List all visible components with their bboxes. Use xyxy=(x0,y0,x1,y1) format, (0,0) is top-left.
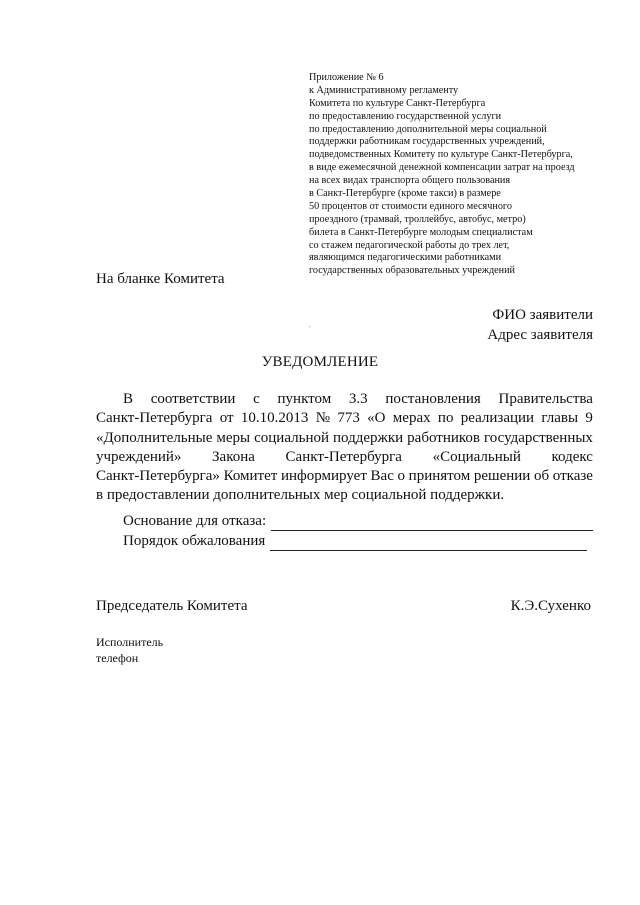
appeal-procedure-blank xyxy=(270,535,587,551)
body-line xyxy=(96,390,593,409)
appendix-line: в Санкт-Петербурге (кроме такси) в размере xyxy=(309,188,501,200)
document-title: УВЕДОМЛЕНИЕ xyxy=(261,354,379,370)
body-line xyxy=(96,409,593,428)
appendix-line: 50 процентов от стоимости единого месячного xyxy=(309,200,512,212)
body-word: Санкт-Петербурга xyxy=(96,410,213,427)
body-word: Правительства xyxy=(498,391,593,407)
body-word: от xyxy=(219,410,234,427)
body-word: 9 xyxy=(585,410,593,427)
appendix-line: по предоставлению государственной услуги xyxy=(309,110,502,122)
appendix-line: являющимся педагогическими работниками xyxy=(309,252,502,264)
body-word: главы xyxy=(541,410,579,427)
applicant-address: Адрес заявителя xyxy=(487,327,593,343)
body-word: № xyxy=(315,410,331,427)
body-word: Комитет xyxy=(223,468,278,485)
body-word: пунктом xyxy=(277,391,332,407)
body-word: Вас xyxy=(370,468,394,485)
body-word: Санкт-Петербурга xyxy=(285,448,402,465)
body-word: «Социальный xyxy=(432,448,521,465)
body-word: «О xyxy=(367,410,386,427)
body-word: о xyxy=(397,468,406,485)
body-word: учреждений» xyxy=(96,448,182,465)
signatory-name: К.Э.Сухенко xyxy=(510,598,591,614)
refusal-reason-row xyxy=(123,511,593,531)
appendix-line: поддержки работникам государственных учреждений, xyxy=(309,136,545,148)
appendix-line: Комитета по культуре Санкт-Петербурга xyxy=(309,97,486,109)
body-word: меры xyxy=(216,429,251,446)
body-word: «Дополнительные xyxy=(96,429,213,446)
appendix-line: на всех видах транспорта общего пользования xyxy=(309,175,511,187)
appendix-line: проездного (трамвай, троллейбус, автобус, метро) xyxy=(309,213,526,225)
body-word: социальной xyxy=(254,429,329,446)
body-word: В xyxy=(123,391,134,407)
appendix-line: билета в Санкт-Петербурге молодым специалистам xyxy=(309,226,533,238)
body-word: по xyxy=(437,410,454,427)
refusal-reason-label: Основание для отказа: xyxy=(123,513,267,529)
signatory-position: Председатель Комитета xyxy=(96,598,248,614)
appeal-procedure-row xyxy=(123,531,593,551)
body-word: об xyxy=(533,468,550,485)
refusal-reason-blank xyxy=(271,515,593,531)
notice-body xyxy=(96,390,593,506)
body-word: работников xyxy=(407,429,480,446)
body-line xyxy=(96,486,593,505)
body-word: Закона xyxy=(212,448,255,465)
applicant-block xyxy=(487,305,593,345)
body-word: мерах xyxy=(392,410,431,427)
body-word: 10.10.2013 xyxy=(240,410,309,427)
body-word: 773 xyxy=(337,410,360,427)
body-word: поддержки xyxy=(332,429,404,446)
body-word: кодекс xyxy=(551,448,593,465)
appendix-line: подведомственных Комитету по культуре Санкт-Петербурга, xyxy=(309,149,573,161)
body-word: Санкт-Петербурга» xyxy=(96,468,220,485)
body-word: реализации xyxy=(460,410,535,427)
appendix-line: государственных образовательных учреждений xyxy=(309,265,516,277)
body-line xyxy=(96,429,593,448)
appeal-procedure-label: Порядок обжалования xyxy=(123,533,266,549)
appendix-line: по предоставлению дополнительной меры социальной xyxy=(309,123,547,135)
body-word: решении xyxy=(473,468,531,485)
body-line xyxy=(96,448,593,467)
appendix-line: в виде ежемесячной денежной компенсации затрат на проезд xyxy=(309,162,575,174)
body-word: в предоставлении дополнительных мер социальной поддержки. xyxy=(96,487,505,504)
applicant-name: ФИО заявители xyxy=(492,307,593,323)
body-word: соответствии xyxy=(150,391,236,407)
appendix-block xyxy=(309,72,609,278)
body-word: постановления xyxy=(385,391,481,407)
body-word: с xyxy=(253,391,260,407)
body-word: отказе xyxy=(552,468,593,485)
executor-phone: телефон xyxy=(96,651,139,665)
body-word: информирует xyxy=(280,468,367,485)
body-word: государственных xyxy=(483,429,593,446)
executor-label: Исполнитель xyxy=(96,635,164,649)
appendix-line: со стажем педагогической работы до трех лет, xyxy=(309,239,510,251)
executor-block xyxy=(96,634,163,666)
fields-block xyxy=(123,511,593,551)
appendix-line: Приложение № 6 xyxy=(309,72,384,83)
letterhead-note: На бланке Комитета xyxy=(96,271,225,287)
body-word: 3.3 xyxy=(348,391,368,407)
body-line xyxy=(96,467,593,486)
scan-speck xyxy=(309,326,310,327)
body-word: принятом xyxy=(408,468,471,485)
appendix-line: к Административному регламенту xyxy=(309,84,459,96)
